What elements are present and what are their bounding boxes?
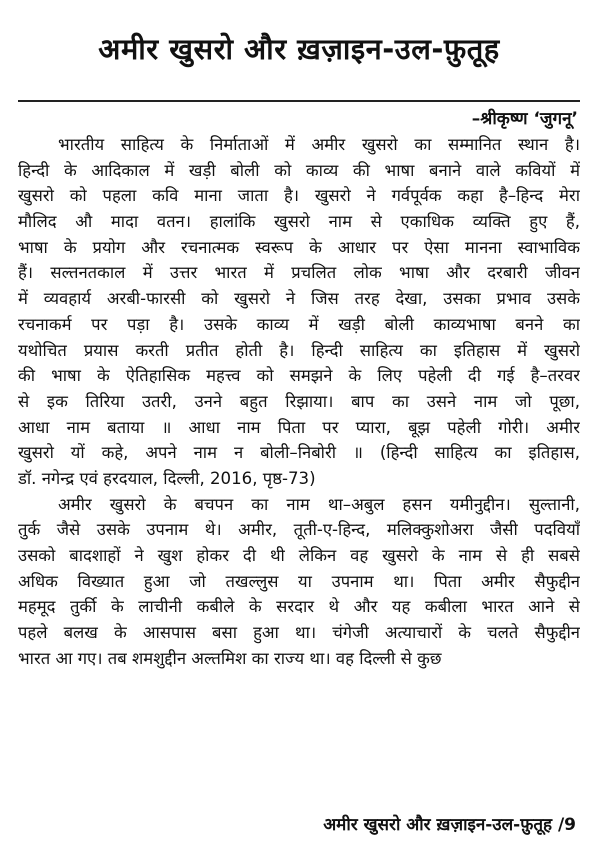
page-footer: अमीर खुसरो और ख़ज़ाइन-उल-फ़ुतूह /9 — [323, 815, 576, 835]
text-line: रचनाकर्म पर पड़ा है। उसके काव्य में खड़ी बोली काव्यभाषा बनने का — [18, 314, 580, 334]
text-line: अधिक विख्यात हुआ जो तखल्लुस या उपनाम था। पिता अमीर सैफुद्दीन — [18, 571, 580, 591]
text-line: से इक तिरिया उतरी, उनने बहुत रिझाया। बाप का उसने नाम जो पूछा, — [18, 391, 580, 411]
text-line: डॉ. नगेन्द्र एवं हरदयाल, दिल्ली, 2016, पृष्ठ-73) — [18, 468, 316, 488]
paragraph-1 — [18, 132, 580, 492]
text-line: हिन्दी के आदिकाल में खड़ी बोली को काव्य की भाषा बनाने वाले कवियों में — [18, 160, 580, 180]
text-line: खुसरो को पहला कवि माना जाता है। खुसरो ने गर्वपूर्वक कहा है–हिन्द मेरा — [18, 186, 580, 206]
text-line: उसको बादशाहों ने खुश होकर दी थी लेकिन वह खुसरो के नाम से ही सबसे — [18, 546, 580, 565]
title-divider — [18, 100, 580, 102]
paragraph-2 — [18, 492, 580, 672]
chapter-title: अमीर खुसरो और ख़ज़ाइन-उल-फ़ुतूह — [98, 32, 500, 66]
text-line: भाषा के प्रयोग और रचनात्मक स्वरूप के आधार पर ऐसा मानना स्वाभाविक — [18, 237, 580, 257]
text-line: मौलिद औ मादा वतन। हालांकि खुसरो नाम से एकाधिक व्यक्ति हुए हैं, — [18, 212, 580, 232]
text-line: आधा नाम बताया ॥ आधा नाम पिता पर प्यारा, बूझ पहेली गोरी। अमीर — [18, 417, 580, 437]
text-line: भारतीय साहित्य के निर्माताओं में अमीर खुसरो का सम्मानित स्थान है। — [58, 135, 580, 154]
text-line: भारत आ गए। तब शमशुद्दीन अल्तमिश का राज्य था। वह दिल्ली से कुछ — [18, 648, 442, 668]
text-line: महमूद तुर्की के लाचीनी कबीले के सरदार थे और यह कबीला भारत आने से — [18, 597, 580, 617]
author-byline: –श्रीकृष्ण ‘जुगनू’ — [471, 109, 578, 129]
text-line: हैं। सल्तनतकाल में उत्तर भारत में प्रचलित लोक भाषा और दरबारी जीवन — [18, 263, 580, 283]
text-line: यथोचित प्रयास करती प्रतीत होती है। हिन्दी साहित्य का इतिहास में खुसरो — [18, 340, 580, 360]
text-line: में व्यवहार्य अरबी-फारसी को खुसरो ने जिस तरह देखा, उसका प्रभाव उसके — [18, 289, 580, 309]
text-line: की भाषा के ऐतिहासिक महत्त्व को समझने के लिए पहेली दी गई है–तरवर — [18, 366, 580, 386]
text-line: अमीर खुसरो के बचपन का नाम था–अबुल हसन यमीनुद्दीन। सुल्तानी, — [58, 494, 580, 514]
text-line: तुर्क जैसे उसके उपनाम थे। अमीर, तूती-ए-हिन्द, मलिक्कुशोअरा जैसी पदवियाँ — [18, 520, 580, 540]
text-line: खुसरो यों कहे, अपने नाम न बोली–निबोरी ॥ (हिन्दी साहित्य का इतिहास, — [18, 443, 580, 463]
text-line: पहले बलख के आसपास बसा हुआ था। चंगेजी अत्याचारों के चलते सैफुद्दीन — [18, 623, 580, 643]
